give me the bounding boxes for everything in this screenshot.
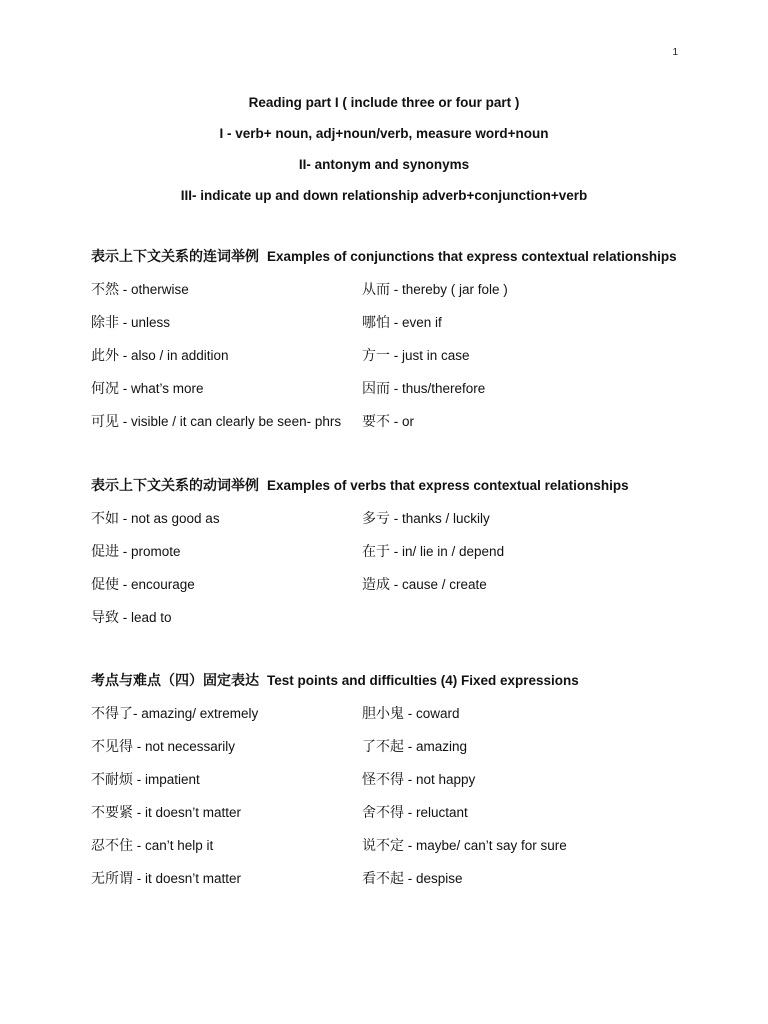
vocab-meaning: - not happy bbox=[404, 772, 476, 787]
vocab-term: 促使 bbox=[91, 577, 119, 593]
vocab-meaning: - encourage bbox=[119, 577, 195, 592]
vocab-entry bbox=[362, 380, 662, 413]
header-line-1: I - verb+ noun, adj+noun/verb, measure word+noun bbox=[219, 126, 549, 141]
vocab-entry bbox=[91, 576, 362, 609]
vocab-meaning: - unless bbox=[119, 315, 171, 330]
vocab-term: 哪怕 bbox=[362, 315, 390, 331]
section-title-zh: 表示上下文关系的动词举例 bbox=[91, 478, 259, 494]
section-title-en: Examples of verbs that express contextual relationships bbox=[267, 478, 629, 493]
vocab-term: 因而 bbox=[362, 381, 390, 397]
vocab-term: 舍不得 bbox=[362, 805, 404, 821]
vocab-term: 不得了 bbox=[91, 706, 133, 722]
vocab-term: 说不定 bbox=[362, 838, 404, 854]
vocab-meaning: - amazing bbox=[404, 739, 468, 754]
document-header bbox=[0, 94, 768, 218]
vocab-term: 不如 bbox=[91, 511, 119, 527]
vocab-entry bbox=[362, 738, 662, 771]
vocab-entry bbox=[362, 705, 662, 738]
vocab-entry bbox=[91, 738, 362, 771]
vocab-entry bbox=[91, 281, 362, 314]
vocab-meaning: - despise bbox=[404, 871, 463, 886]
vocab-entry bbox=[362, 413, 662, 446]
vocab-meaning: - it doesn’t matter bbox=[133, 805, 242, 820]
vocab-meaning: - thus/therefore bbox=[390, 381, 486, 396]
header-line-3: III- indicate up and down relationship adverb+conjunction+verb bbox=[180, 188, 588, 203]
vocab-term: 促进 bbox=[91, 544, 119, 560]
vocab-entry bbox=[91, 543, 362, 576]
vocab-entry bbox=[362, 576, 662, 609]
vocab-entry bbox=[91, 347, 362, 380]
vocab-entry bbox=[91, 804, 362, 837]
vocab-term: 不要紧 bbox=[91, 805, 133, 821]
vocab-entry bbox=[362, 870, 662, 903]
section-title-zh: 表示上下文关系的连词举例 bbox=[91, 249, 259, 265]
vocab-meaning: - not necessarily bbox=[133, 739, 236, 754]
vocab-entry bbox=[362, 510, 662, 543]
vocab-term: 怪不得 bbox=[362, 772, 404, 788]
vocab-meaning: - thanks / luckily bbox=[390, 511, 490, 526]
vocab-meaning: - otherwise bbox=[119, 282, 189, 297]
vocab-entry bbox=[91, 510, 362, 543]
section-title-zh: 考点与难点（四）固定表达 bbox=[91, 673, 259, 689]
vocab-meaning: - cause / create bbox=[390, 577, 487, 592]
vocab-term: 要不 bbox=[362, 414, 390, 430]
vocab-entry bbox=[362, 314, 662, 347]
vocab-term: 不然 bbox=[91, 282, 119, 298]
vocab-term: 看不起 bbox=[362, 871, 404, 887]
vocab-meaning: - just in case bbox=[390, 348, 470, 363]
vocab-term: 不耐烦 bbox=[91, 772, 133, 788]
vocab-meaning: - also / in addition bbox=[119, 348, 229, 363]
vocab-meaning: - impatient bbox=[133, 772, 200, 787]
vocab-term: 此外 bbox=[91, 348, 119, 364]
vocab-meaning: - in/ lie in / depend bbox=[390, 544, 505, 559]
vocab-meaning: - thereby ( jar fole ) bbox=[390, 282, 508, 297]
header-title: Reading part I ( include three or four part ) bbox=[248, 95, 520, 110]
vocab-entry bbox=[362, 347, 662, 380]
vocab-term: 除非 bbox=[91, 315, 119, 331]
vocab-entry bbox=[362, 771, 662, 804]
vocab-meaning: - coward bbox=[404, 706, 460, 721]
vocab-meaning: - not as good as bbox=[119, 511, 220, 526]
vocab-term: 忍不住 bbox=[91, 838, 133, 854]
vocab-entry bbox=[362, 837, 662, 870]
vocab-meaning: - what’s more bbox=[119, 381, 204, 396]
vocab-entry bbox=[91, 609, 362, 642]
vocab-meaning: - it doesn’t matter bbox=[133, 871, 242, 886]
section-title bbox=[91, 672, 711, 705]
section-title bbox=[91, 477, 711, 510]
vocab-entry bbox=[91, 771, 362, 804]
vocab-term: 多亏 bbox=[362, 511, 390, 527]
vocab-term: 可见 bbox=[91, 414, 119, 430]
vocab-list bbox=[91, 510, 711, 642]
vocab-meaning: - amazing/ extremely bbox=[133, 706, 259, 721]
vocab-entry bbox=[91, 380, 362, 413]
section-fixed-expressions bbox=[91, 672, 711, 903]
vocab-meaning: - reluctant bbox=[404, 805, 468, 820]
section-verbs bbox=[91, 477, 711, 642]
vocab-entry bbox=[91, 870, 362, 903]
section-conjunctions bbox=[91, 248, 711, 446]
header-line-2: II- antonym and synonyms bbox=[298, 157, 470, 172]
vocab-entry bbox=[362, 281, 662, 314]
page-number: 1 bbox=[672, 47, 678, 58]
vocab-term: 无所谓 bbox=[91, 871, 133, 887]
section-title bbox=[91, 248, 711, 281]
vocab-term: 了不起 bbox=[362, 739, 404, 755]
vocab-entry bbox=[91, 705, 362, 738]
vocab-meaning: - can’t help it bbox=[133, 838, 214, 853]
vocab-term: 在于 bbox=[362, 544, 390, 560]
vocab-meaning: - lead to bbox=[119, 610, 172, 625]
vocab-term: 胆小鬼 bbox=[362, 706, 404, 722]
vocab-meaning: - maybe/ can’t say for sure bbox=[404, 838, 567, 853]
vocab-term: 何况 bbox=[91, 381, 119, 397]
vocab-meaning: - visible / it can clearly be seen- phrs bbox=[119, 414, 342, 429]
vocab-meaning: - even if bbox=[390, 315, 442, 330]
vocab-entry bbox=[362, 543, 662, 576]
section-title-en: Test points and difficulties (4) Fixed expressions bbox=[267, 673, 579, 688]
vocab-entry bbox=[91, 413, 362, 446]
vocab-meaning: - promote bbox=[119, 544, 181, 559]
vocab-list bbox=[91, 281, 711, 446]
vocab-term: 方一 bbox=[362, 348, 390, 364]
vocab-term: 造成 bbox=[362, 577, 390, 593]
vocab-term: 导致 bbox=[91, 610, 119, 626]
vocab-term: 从而 bbox=[362, 282, 390, 298]
vocab-entry bbox=[91, 314, 362, 347]
vocab-entry bbox=[362, 804, 662, 837]
vocab-list bbox=[91, 705, 711, 903]
vocab-meaning: - or bbox=[390, 414, 415, 429]
vocab-term: 不见得 bbox=[91, 739, 133, 755]
section-title-en: Examples of conjunctions that express contextual relationships bbox=[267, 249, 677, 264]
vocab-entry-empty bbox=[362, 609, 662, 642]
vocab-entry bbox=[91, 837, 362, 870]
